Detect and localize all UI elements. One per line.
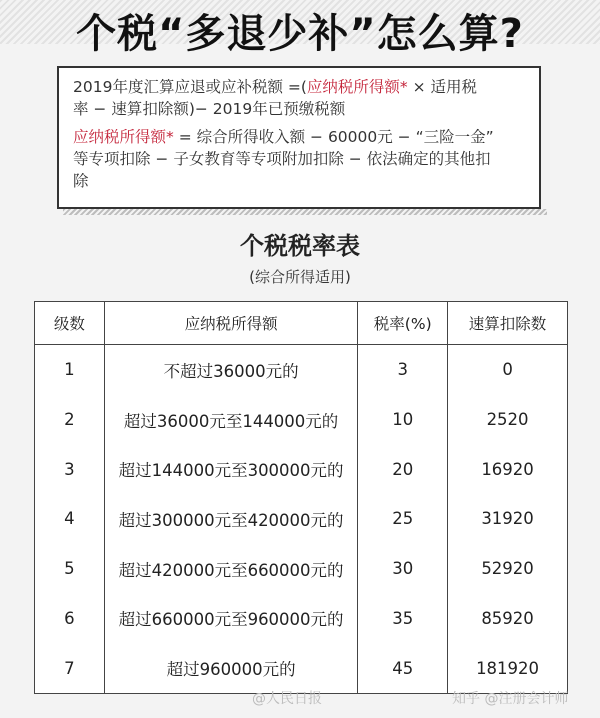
- cell-level: 4: [35, 494, 105, 544]
- cell-deduction: 31920: [448, 494, 568, 544]
- cell-level: 3: [35, 444, 105, 494]
- formula-box-shadow: [63, 209, 547, 215]
- cell-deduction: 16920: [448, 444, 568, 494]
- formula-line-5: 除: [73, 172, 89, 190]
- cell-deduction: 181920: [448, 643, 568, 693]
- cell-rate: 35: [358, 594, 448, 644]
- cell-deduction: 0: [448, 345, 568, 395]
- header-quick-deduction: 速算扣除数: [448, 302, 568, 345]
- cell-range: 超过960000元的: [104, 643, 357, 693]
- table-title: 个税税率表: [240, 232, 360, 260]
- table-row: [35, 444, 568, 494]
- header-level: 级数: [35, 302, 105, 345]
- cell-level: 2: [35, 395, 105, 445]
- formula-highlight-2: 应纳税所得额*: [73, 128, 174, 146]
- cell-rate: 20: [358, 444, 448, 494]
- formula-line-1-text-a: 2019年度汇算应退或应补税额 =(: [73, 78, 307, 96]
- formula-box: [57, 66, 541, 209]
- cell-level: 6: [35, 594, 105, 644]
- table-row: [35, 395, 568, 445]
- cell-range: 超过660000元至960000元的: [104, 594, 357, 644]
- cell-level: 1: [35, 345, 105, 395]
- cell-deduction: 52920: [448, 544, 568, 594]
- formula-line-4: 等专项扣除 − 子女教育等专项附加扣除 − 依法确定的其他扣: [73, 150, 491, 168]
- formula-line-1: [73, 76, 527, 98]
- cell-range: 超过300000元至420000元的: [104, 494, 357, 544]
- watermark-author: 知乎 @注册会计师: [452, 691, 569, 707]
- page-title: 个税“多退少补”怎么算?: [76, 11, 524, 57]
- table-row: [35, 594, 568, 644]
- cell-range: 超过144000元至300000元的: [104, 444, 357, 494]
- watermark-source: @人民日报: [252, 691, 322, 707]
- header-taxable-income: 应纳税所得额: [104, 302, 357, 345]
- cell-rate: 45: [358, 643, 448, 693]
- table-header-row: [35, 302, 568, 345]
- cell-deduction: 2520: [448, 395, 568, 445]
- cell-range: 不超过36000元的: [104, 345, 357, 395]
- cell-deduction: 85920: [448, 594, 568, 644]
- formula-line-2: 率 − 速算扣除额)− 2019年已预缴税额: [73, 100, 346, 118]
- table-row: [35, 345, 568, 395]
- formula-highlight-1: 应纳税所得额*: [306, 78, 408, 96]
- tax-rate-table: [34, 301, 568, 694]
- cell-rate: 10: [358, 395, 448, 445]
- cell-rate: 3: [358, 345, 448, 395]
- cell-range: 超过420000元至660000元的: [104, 544, 357, 594]
- formula-line-3-text: = 综合所得收入额 − 60000元 − “三险一金”: [173, 128, 494, 146]
- cell-range: 超过36000元至144000元的: [104, 395, 357, 445]
- table-row: [35, 494, 568, 544]
- cell-level: 7: [35, 643, 105, 693]
- cell-level: 5: [35, 544, 105, 594]
- table-row: [35, 643, 568, 693]
- table-subtitle: (综合所得适用): [249, 268, 351, 286]
- header-tax-rate: 税率(%): [358, 302, 448, 345]
- cell-rate: 25: [358, 494, 448, 544]
- formula-line-3: [73, 126, 527, 148]
- cell-rate: 30: [358, 544, 448, 594]
- formula-line-1-text-b: × 适用税: [407, 78, 478, 96]
- table-row: [35, 544, 568, 594]
